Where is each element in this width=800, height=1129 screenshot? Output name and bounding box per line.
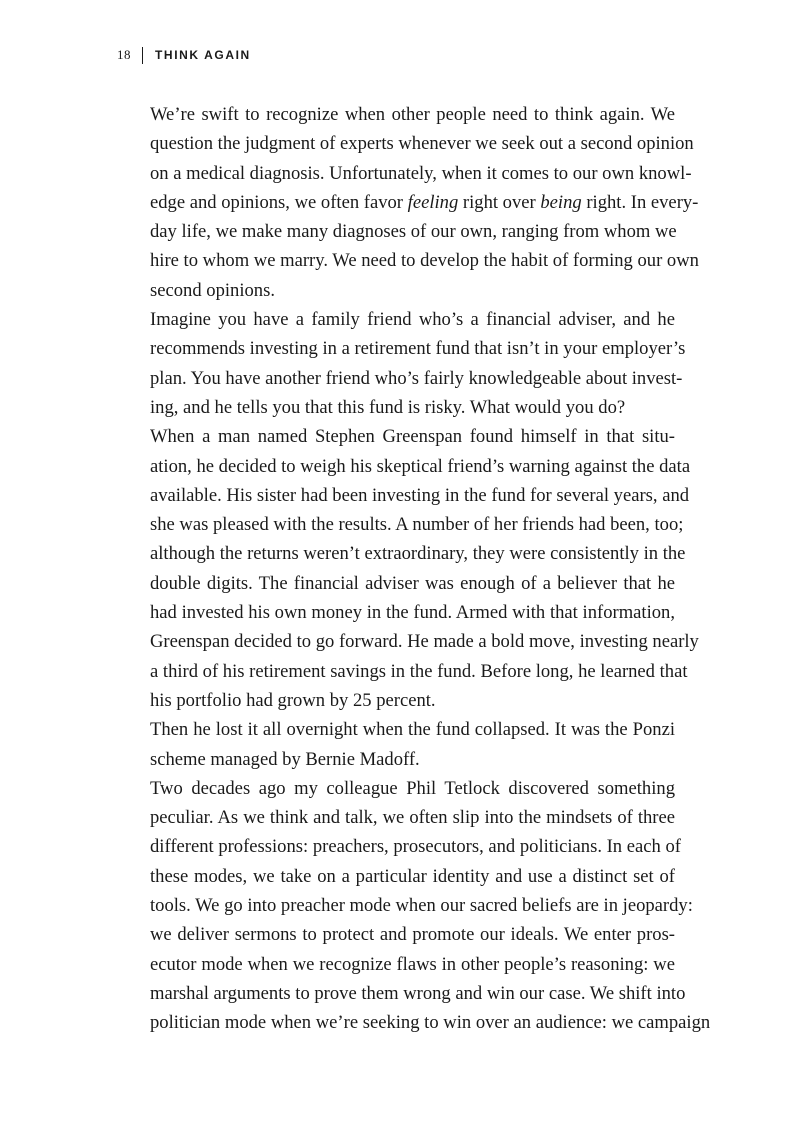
text-line: second opinions.: [150, 279, 275, 301]
text-line: politician mode when we’re seeking to win over an audience: we campaign: [150, 1012, 711, 1034]
italic-word: being: [540, 191, 582, 213]
text-line: When a man named Stephen Greenspan found himself in that situ-: [150, 426, 675, 448]
text-line: ation, he decided to weigh his skeptical friend’s warning against the data: [150, 455, 691, 477]
text-line: marshal arguments to prove them wrong and win our case. We shift into: [150, 982, 686, 1004]
text-run: edge and opinions, we often favor: [150, 191, 408, 213]
header-divider: [142, 47, 143, 64]
running-head: [117, 44, 251, 66]
text-line: although the returns weren’t extraordinary, they were consistently in the: [150, 543, 686, 565]
text-line: plan. You have another friend who’s fairly knowledgeable about invest-: [150, 367, 683, 389]
text-line: a third of his retirement savings in the fund. Before long, he learned that: [150, 660, 688, 682]
paragraph: [117, 774, 711, 1038]
body-text: [117, 100, 711, 1038]
text-line: double digits. The financial adviser was enough of a believer that he: [150, 572, 675, 594]
paragraph: [117, 715, 675, 774]
text-line: day life, we make many diagnoses of our own, ranging from whom we: [150, 221, 677, 243]
text-line: scheme managed by Bernie Madoff.: [150, 748, 420, 770]
paragraph: [117, 100, 699, 305]
italic-word: feeling: [407, 191, 459, 213]
text-line: different professions: preachers, prosecutors, and politicians. In each of: [150, 836, 681, 858]
text-line: she was pleased with the results. A number of her friends had been, too;: [150, 514, 684, 536]
text-line: his portfolio had grown by 25 percent.: [150, 689, 436, 711]
text-run: right. In every-: [581, 191, 699, 213]
text-line: ecutor mode when we recognize flaws in other people’s reasoning: we: [150, 953, 675, 975]
text-line: hire to whom we marry. We need to develop the habit of forming our own: [150, 250, 699, 272]
paragraph: [117, 305, 686, 422]
text-line: Greenspan decided to go forward. He made a bold move, investing nearly: [150, 631, 699, 653]
text-line: question the judgment of experts whenever we seek out a second opinion: [150, 133, 694, 155]
text-line: on a medical diagnosis. Unfortunately, when it comes to our own knowl-: [150, 162, 692, 184]
text-line: had invested his own money in the fund. Armed with that information,: [150, 602, 675, 624]
text-line: ing, and he tells you that this fund is risky. What would you do?: [150, 396, 626, 418]
page-number: 18: [117, 47, 131, 62]
book-title: THINK AGAIN: [155, 48, 251, 62]
text-line: Two decades ago my colleague Phil Tetlock discovered something: [150, 777, 675, 799]
text-line: these modes, we take on a particular identity and use a distinct set of: [150, 865, 675, 887]
text-line: peculiar. As we think and talk, we often slip into the mindsets of three: [150, 807, 675, 829]
text-line: [117, 188, 699, 217]
text-line: we deliver sermons to protect and promote our ideals. We enter pros-: [150, 924, 675, 946]
text-line: We’re swift to recognize when other people need to think again. We: [150, 104, 675, 125]
text-line: tools. We go into preacher mode when our sacred beliefs are in jeopardy:: [150, 895, 693, 917]
text-line: available. His sister had been investing in the fund for several years, and: [150, 484, 690, 506]
text-run: right over: [458, 191, 541, 213]
text-line: recommends investing in a retirement fund that isn’t in your employer’s: [150, 338, 686, 360]
text-line: Imagine you have a family friend who’s a financial adviser, and he: [150, 309, 675, 331]
paragraph: [117, 422, 699, 715]
text-line: Then he lost it all overnight when the fund collapsed. It was the Ponzi: [150, 719, 675, 741]
